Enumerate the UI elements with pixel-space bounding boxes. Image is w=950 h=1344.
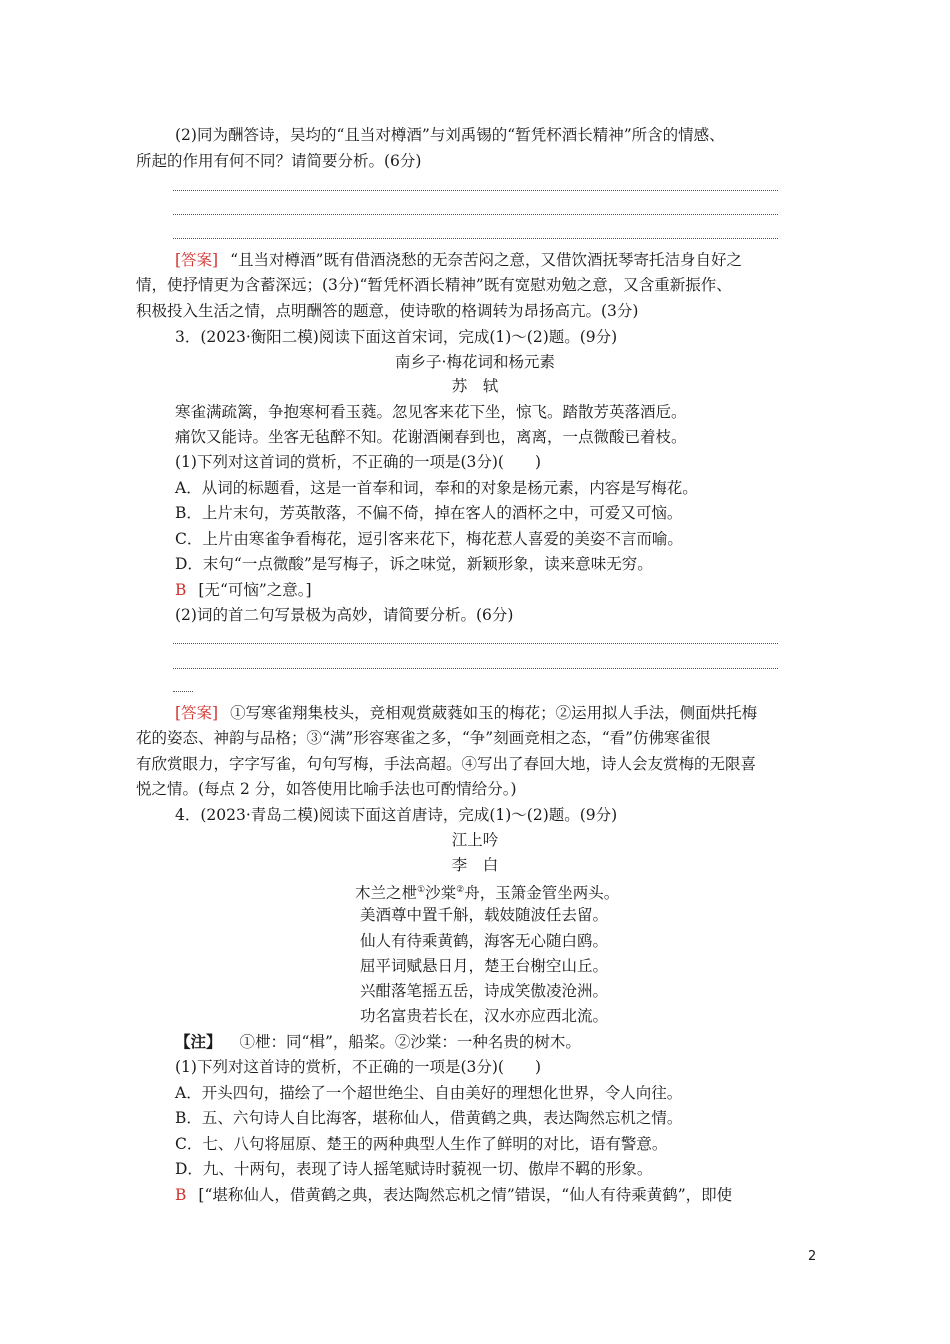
q4-note	[175, 1032, 581, 1052]
footnote-marker-2: ②	[456, 885, 465, 895]
q3-poem-author: 苏 轼	[451, 377, 499, 395]
q4-option-c: C．七、八句将屈原、楚王的两种典型人生作了鲜明的对比，语有警意。	[175, 1135, 668, 1153]
q4-option-a: A．开头四句，描绘了一个超世绝尘、自由美好的理想化世界，令人向往。	[175, 1084, 683, 1102]
q3-sub2: (2)词的首二句写景极为高妙，请简要分析。(6分)	[175, 606, 514, 624]
q4-poem-line5: 兴酣落笔摇五岳，诗成笑傲凌沧洲。	[360, 982, 609, 1000]
q3-answer-line4: 悦之情。(每点 2 分，如答使用比喻手法也可酌情给分。)	[136, 780, 517, 798]
q3-option-a: A．从词的标题看，这是一首奉和词，奉和的对象是杨元素，内容是写梅花。	[175, 479, 698, 497]
answer-text: “且当对樽酒”既有借酒浇愁的无奈苦闷之意，又借饮酒抚琴寄托洁身自好之	[230, 251, 742, 269]
q4-poem-line1-part1: 木兰之枻	[355, 884, 418, 903]
q3-answer-line2: 花的姿态、神韵与品格；③“满”形容寒雀之多，“争”刻画竞相之态，“看”仿佛寒雀很	[136, 729, 711, 747]
q3-option-d: D．末句“一点微酸”是写梅子，诉之味觉，新颖形象，读来意味无穷。	[175, 555, 653, 573]
answer-text: ①写寒雀翔集枝头，竞相观赏葳蕤如玉的梅花；②运用拟人手法，侧面烘托梅	[230, 704, 758, 722]
q4-poem-line3: 仙人有待乘黄鹤，海客无心随白鸥。	[360, 932, 609, 950]
q2-answer-line3: 积极投入生活之情，点明酬答的题意，使诗歌的格调转为昂扬高亢。(3分)	[136, 302, 639, 320]
q4-poem-line2: 美酒尊中置千斛，载妓随波任去留。	[360, 906, 609, 924]
q4-poem-line1-part2: 沙棠	[425, 884, 457, 903]
q4-poem-line1	[355, 880, 619, 903]
q2-sub2-line1: (2)同为酬答诗，吴均的“且当对樽酒”与刘禹锡的“暂凭杯酒长精神”所含的情感、	[175, 126, 725, 144]
q2-sub2-line2: 所起的作用有何不同？请简要分析。(6分)	[136, 152, 422, 170]
note-text: ①枻：同“楫”，船桨。②沙棠：一种名贵的树木。	[239, 1033, 581, 1051]
q3-header: 3．(2023·衡阳二模)阅读下面这首宋词，完成(1)～(2)题。(9分)	[175, 328, 618, 346]
q3-sub1: (1)下列对这首词的赏析，不正确的一项是(3分)( )	[175, 453, 542, 471]
q3-key: B	[175, 581, 187, 599]
page-number: 2	[808, 1249, 817, 1264]
note-label: 【注】	[175, 1032, 222, 1051]
q3-option-b: B．上片末句，芳英散落，不偏不倚，掉在客人的酒杯之中，可爱又可恼。	[175, 504, 683, 522]
footnote-marker-1: ①	[417, 885, 426, 895]
q3-answer-line3: 有欣赏眼力，字字写雀，句句写梅，手法高超。④写出了春回大地，诗人会友赏梅的无限喜	[136, 755, 757, 773]
answer-line-6	[173, 691, 193, 692]
answer-tag: [答案]	[175, 251, 219, 269]
q2-answer-line1	[175, 250, 742, 270]
q3-key-note: [无“可恼”之意。]	[198, 581, 312, 599]
q4-poem-title: 江上吟	[451, 831, 499, 849]
answer-line-5	[173, 668, 778, 669]
q4-option-b: B．五、六句诗人自比海客，堪称仙人，借黄鹤之典，表达陶然忘机之情。	[175, 1109, 683, 1127]
q4-sub1: (1)下列对这首诗的赏析，不正确的一项是(3分)( )	[175, 1058, 542, 1076]
q4-option-d: D．九、十两句，表现了诗人摇笔赋诗时藐视一切、傲岸不羁的形象。	[175, 1160, 653, 1178]
q3-option-c: C．上片由寒雀争看梅花，逗引客来花下，梅花惹人喜爱的美姿不言而喻。	[175, 530, 683, 548]
answer-line-3	[173, 238, 778, 239]
q4-key-note: [“堪称仙人，借黄鹤之典，表达陶然忘机之情”错误，“仙人有待乘黄鹤”，即使	[198, 1186, 733, 1204]
q4-poem-line4: 屈平词赋悬日月，楚王台榭空山丘。	[360, 957, 609, 975]
q4-poem-line6: 功名富贵若长在，汉水亦应西北流。	[360, 1007, 609, 1025]
q4-poem-author: 李 白	[451, 856, 499, 874]
answer-tag: [答案]	[175, 704, 219, 722]
q4-key: B	[175, 1186, 187, 1204]
answer-line-4	[173, 643, 778, 644]
q3-poem-line2: 痛饮又能诗。坐客无毡醉不知。花谢酒阑春到也，离离，一点微酸已着枝。	[175, 428, 687, 446]
q4-key-line	[175, 1185, 732, 1205]
q4-header: 4．(2023·青岛二模)阅读下面这首唐诗，完成(1)～(2)题。(9分)	[175, 806, 618, 824]
q3-poem-title: 南乡子·梅花词和杨元素	[395, 353, 555, 371]
answer-line-1	[173, 190, 778, 191]
q3-key-line	[175, 580, 312, 600]
answer-line-2	[173, 214, 778, 215]
q4-poem-line1-part3: 舟，玉箫金管坐两头。	[464, 884, 620, 903]
q2-answer-line2: 情，使抒情更为含蓄深远；(3分)“暂凭杯酒长精神”既有宽慰劝勉之意，又含重新振作、	[136, 276, 732, 294]
q3-answer-line1	[175, 703, 757, 723]
q3-poem-line1: 寒雀满疏篱，争抱寒柯看玉蕤。忽见客来花下坐，惊飞。踏散芳英落酒卮。	[175, 403, 687, 421]
